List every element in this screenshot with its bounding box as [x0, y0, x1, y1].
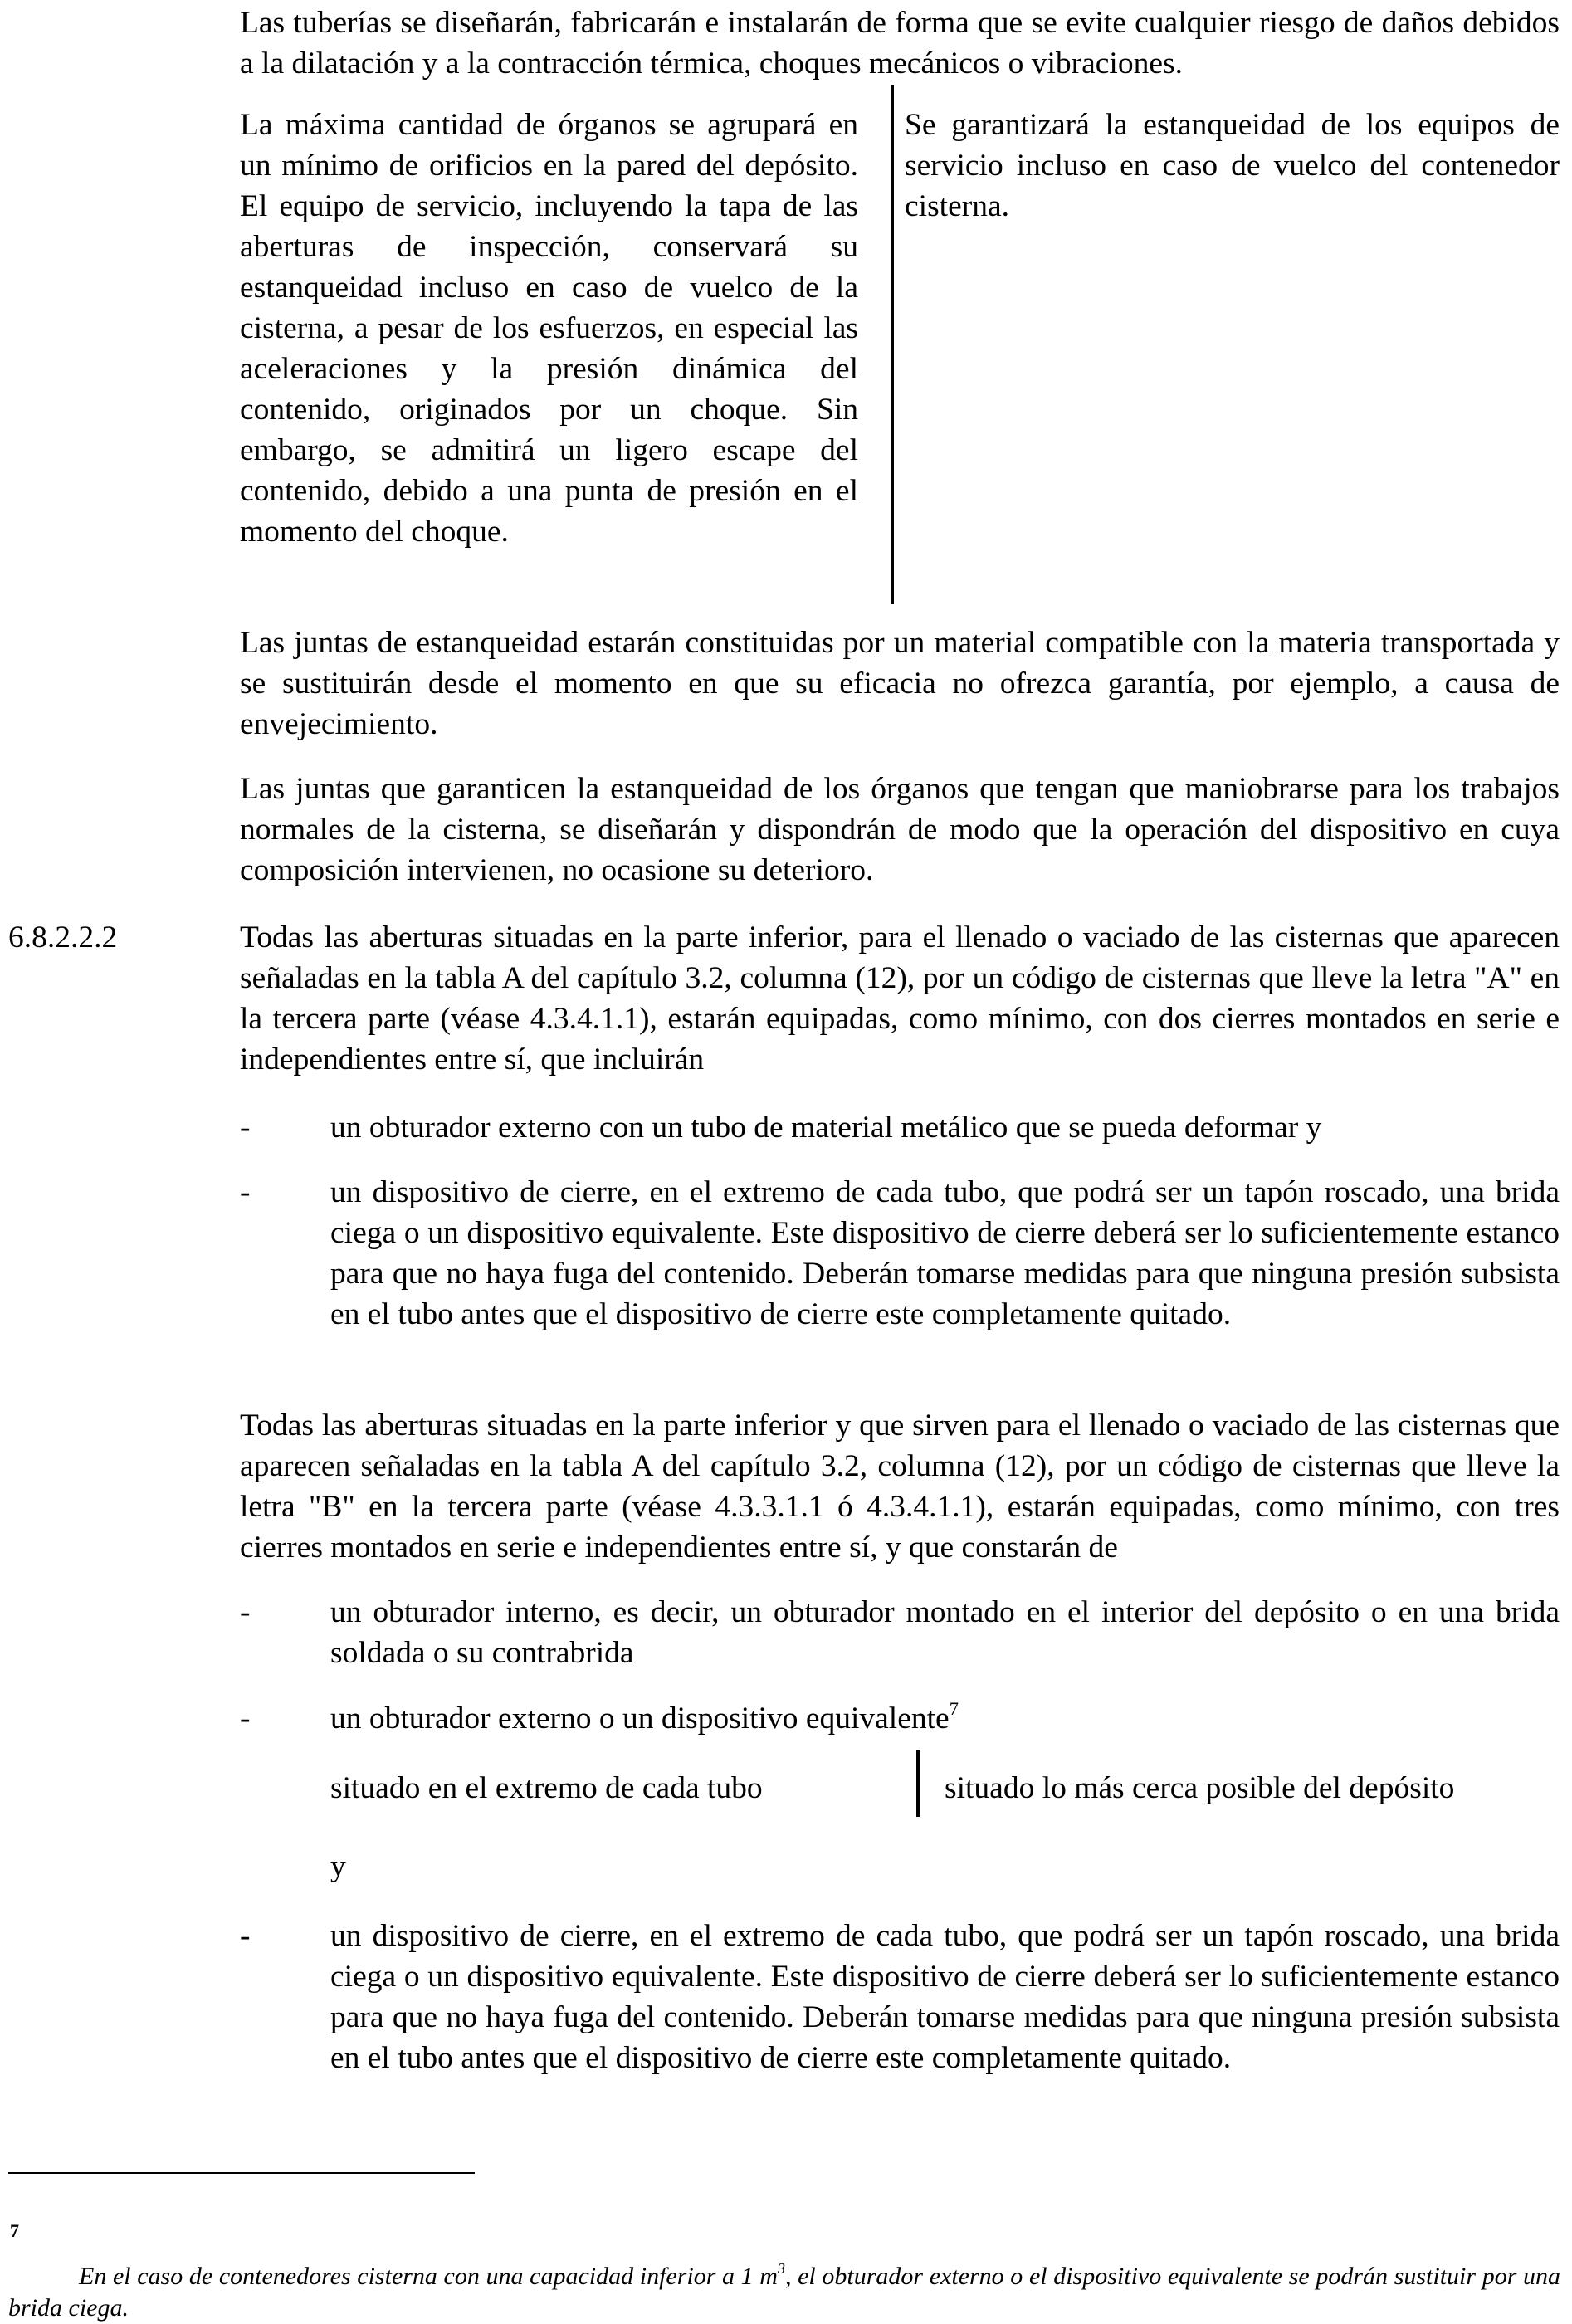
alternative-left: situado en el extremo de cada tubo — [330, 1771, 763, 1805]
footnote-text — [8, 2261, 1560, 2324]
left-column-paragraph: La máxima cantidad de órganos se agrupará en un mínimo de orificios en la pared del depósito. El equipo de servicio, incluyendo la tapa de las aberturas de inspección, conservará su estanqueidad incluso en caso de vuelco de la cisterna, a pesar de los esfuerzos, en especial las aceleraciones y la presión dinámica del contenido, originados por un choque. Sin embargo, se admitirá un ligero escape del contenido, debido a una punta de presión en el momento del choque. — [240, 108, 858, 549]
footnote-text-end: , el obturador externo o el dispositivo equivalente se podrán sustituir por una brida ciega. — [8, 2263, 1560, 2322]
column-divider — [891, 85, 894, 604]
list-dash: - — [240, 1111, 251, 1145]
juntas-paragraph-1: Las juntas de estanqueidad estarán constituidas por un material compatible con la materia transportada y se sustituirán desde el momento en que su eficacia no ofrezca garantía, por ejemplo, a causa de envejecimiento. — [240, 626, 1560, 741]
footnote-rule — [8, 2172, 475, 2174]
right-column-paragraph: Se garantizará la estanqueidad de los equipos de servicio incluso en caso de vuelco del contenedor cisterna. — [905, 108, 1560, 223]
list-a-item-1: un obturador externo con un tubo de material metálico que se pueda deformar y — [330, 1111, 1322, 1145]
list-dash: - — [240, 1175, 251, 1209]
list-dash: - — [240, 1702, 251, 1736]
list-b-item-1: un obturador interno, es decir, un obturador montado en el interior del depósito o en una brida soldada o su contrabrida — [330, 1595, 1560, 1670]
intro-paragraph: Las tuberías se diseñarán, fabricarán e instalarán de forma que se evite cualquier riesgo de daños debidos a la dilatación y a la contracción térmica, choques mecánicos o vibraciones. — [240, 6, 1560, 81]
list-dash: - — [240, 1919, 251, 1953]
list-dash: - — [240, 1595, 251, 1629]
conjunction-y: y — [330, 1849, 346, 1883]
juntas-paragraph-2: Las juntas que garanticen la estanqueidad de los órganos que tengan que maniobrarse para los trabajos normales de la cisterna, se diseñarán y dispondrán de modo que la operación del dispositivo en cuya composición intervienen, no ocasione su deterioro. — [240, 772, 1560, 887]
alternative-right: situado lo más cerca posible del depósito — [945, 1771, 1455, 1805]
section-number: 6.8.2.2.2 — [8, 920, 118, 954]
footnote-reference: 7 — [949, 1698, 959, 1720]
list-b-item-2-text: un obturador externo o un dispositivo equivalente — [330, 1702, 950, 1736]
list-a-item-2: un dispositivo de cierre, en el extremo de cada tubo, que podrá ser un tapón roscado, una brida ciega o un dispositivo equivalente. Este dispositivo de cierre deberá ser lo suficientemente estanco para que no haya fuga del contenido. Deberán tomarse medidas para que ninguna presión subsista en el tubo antes que el dispositivo de cierre este completamente quitado. — [330, 1175, 1560, 1331]
list-b-item-2 — [330, 1698, 1560, 1739]
list-b-item-3: un dispositivo de cierre, en el extremo de cada tubo, que podrá ser un tapón roscado, una brida ciega o un dispositivo equivalente. Este dispositivo de cierre deberá ser lo suficientemente estanco para que no haya fuga del contenido. Deberán tomarse medidas para que ninguna presión subsista en el tubo antes que el dispositivo de cierre este completamente quitado. — [330, 1919, 1560, 2075]
section-paragraph: Todas las aberturas situadas en la parte inferior, para el llenado o vaciado de las cisternas que aparecen señaladas en la tabla A del capítulo 3.2, columna (12), por un código de cisternas que lleve la letra "A" en la tercera parte (véase 4.3.4.1.1), estarán equipadas, como mínimo, con dos cierres montados en serie e independientes entre sí, que incluirán — [240, 920, 1560, 1077]
paragraph-b: Todas las aberturas situadas en la parte inferior y que sirven para el llenado o vaciado de las cisternas que aparecen señaladas en la tabla A del capítulo 3.2, columna (12), por un código de cisternas que lleve la letra "B" en la tercera parte (véase 4.3.3.1.1 ó 4.3.4.1.1), estarán equipadas, como mínimo, con tres cierres montados en serie e independientes entre sí, y que constarán de — [240, 1409, 1560, 1565]
footnote-text-start: En el caso de contenedores cisterna con una capacidad inferior a 1 m — [79, 2263, 778, 2290]
footnote-number: 7 — [10, 2220, 19, 2241]
footnote-superscript: 3 — [777, 2260, 785, 2278]
alternative-divider — [916, 1750, 920, 1817]
